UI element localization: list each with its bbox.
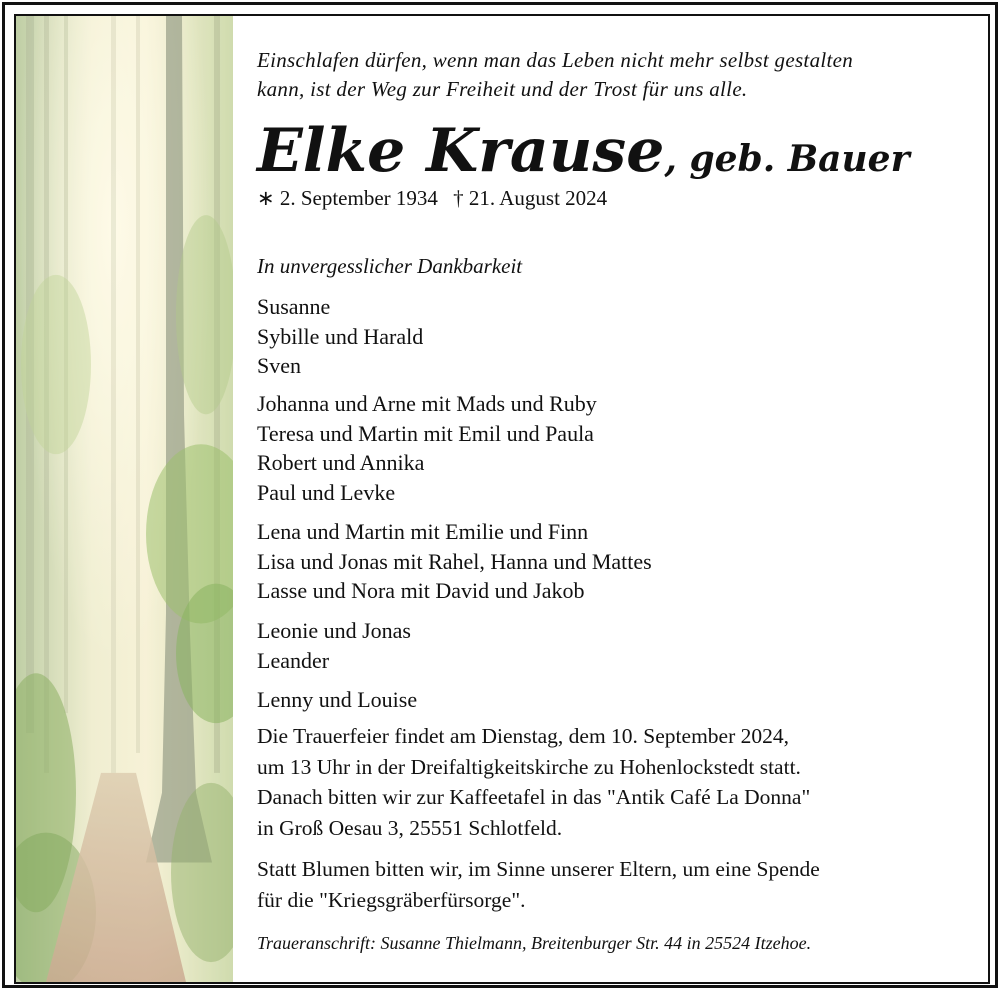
forest-image <box>16 16 233 982</box>
family-member: Robert und Annika <box>257 450 425 475</box>
family-group <box>257 389 597 507</box>
family-group <box>257 685 417 715</box>
death-date: † 21. August 2024 <box>453 186 608 210</box>
family-member: Sybille und Harald <box>257 323 424 349</box>
ceremony-info <box>257 721 810 843</box>
family-member: Johanna und Arne mit Mads und Ruby <box>257 391 597 416</box>
motto-quote <box>257 46 977 104</box>
family-member: Leonie und Jonas <box>257 618 411 643</box>
ceremony-line: Danach bitten wir zur Kaffeetafel in das "Antik Café La Donna" <box>257 785 811 809</box>
family-member: Lenny und Louise <box>257 687 418 712</box>
family-member: Leander <box>257 647 330 673</box>
motto-line: Einschlafen dürfen, wenn man das Leben nicht mehr selbst gestalten <box>257 48 854 72</box>
life-dates <box>257 186 617 211</box>
inner-border <box>14 14 990 984</box>
family-group <box>257 292 423 381</box>
donation-info <box>257 854 820 915</box>
family-member: Paul und Levke <box>257 479 396 505</box>
family-group <box>257 517 652 606</box>
outer-border <box>2 2 998 988</box>
family-member: Lena und Martin mit Emilie und Finn <box>257 519 589 544</box>
ceremony-line: um 13 Uhr in der Dreifaltigkeitskirche zu Hohenlockstedt statt. <box>257 754 801 779</box>
dedication: In unvergesslicher Dankbarkeit <box>257 254 523 278</box>
ceremony-line: in Groß Oesau 3, 25551 Schlotfeld. <box>257 815 563 840</box>
name-main: Elke Krause <box>257 116 665 186</box>
family-member: Teresa und Martin mit Emil und Paula <box>257 420 594 446</box>
family-member: Lasse und Nora mit David und Jakob <box>257 578 585 603</box>
family-member: Lisa und Jonas mit Rahel, Hanna und Mattes <box>257 548 652 574</box>
family-group <box>257 616 411 675</box>
deceased-name <box>257 116 910 186</box>
motto-line: kann, ist der Weg zur Freiheit und der Trost für uns alle. <box>257 77 748 101</box>
family-member: Sven <box>257 353 301 378</box>
donation-line: für die "Kriegsgräberfürsorge". <box>257 887 526 912</box>
birth-name: , geb. Bauer <box>664 138 910 180</box>
donation-line: Statt Blumen bitten wir, im Sinne unserer Eltern, um eine Spende <box>257 857 820 881</box>
birth-date: ∗ 2. September 1934 <box>257 186 438 210</box>
family-member: Susanne <box>257 294 331 319</box>
ceremony-line: Die Trauerfeier findet am Dienstag, dem 10. September 2024, <box>257 724 789 748</box>
mourning-address: Traueranschrift: Susanne Thielmann, Breitenburger Str. 44 in 25524 Itzehoe. <box>257 933 812 953</box>
